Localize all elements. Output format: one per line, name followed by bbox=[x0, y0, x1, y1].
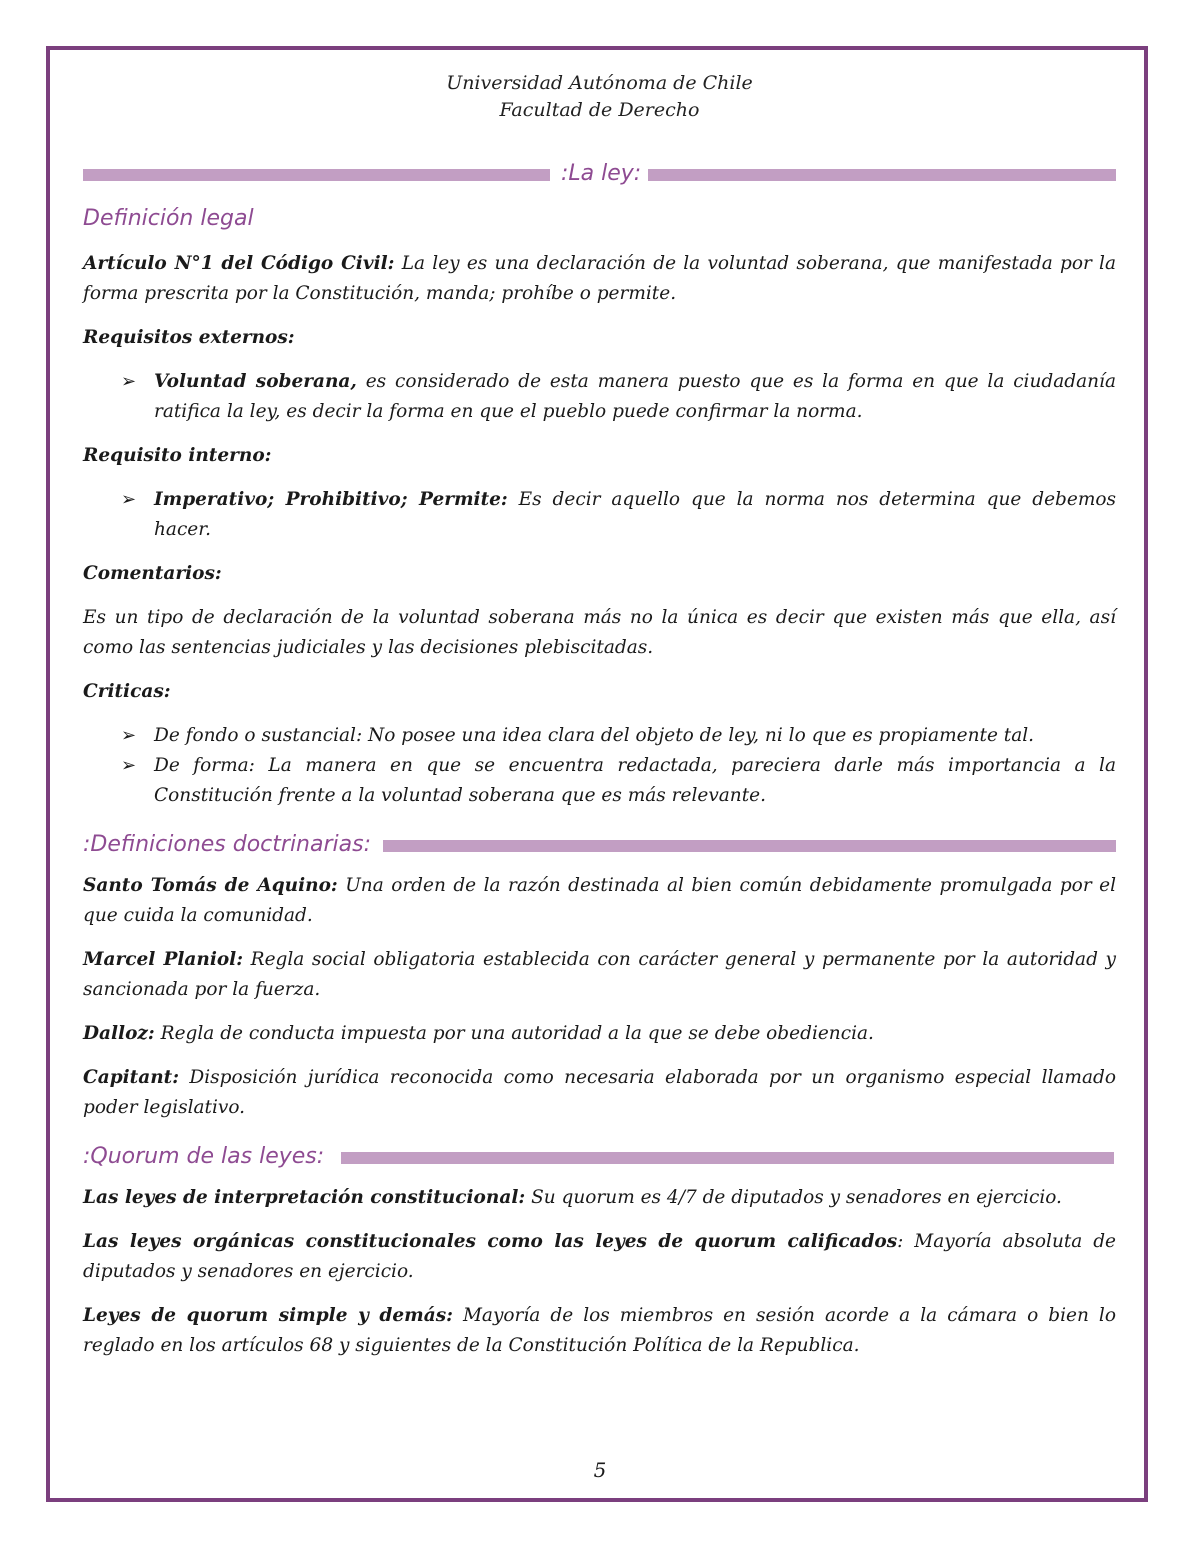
list-item bbox=[83, 485, 1116, 545]
faculty-name: Facultad de Derecho bbox=[499, 99, 700, 121]
quorum-paragraph bbox=[83, 1183, 1116, 1213]
doctrina-text: Regla social obligatoria establecida con carácter general y permanente por la autoridad y sancionada por la fuerza. bbox=[83, 949, 1116, 1000]
quorum-text: Su quorum es 4/7 de diputados y senadores en ejercicio. bbox=[525, 1187, 1062, 1208]
doctrina-text: Disposición jurídica reconocida como necesaria elaborada por un organismo especial llamado poder legislativo. bbox=[83, 1067, 1116, 1118]
comentarios-label bbox=[83, 559, 1116, 589]
quorum-paragraph bbox=[83, 1301, 1116, 1361]
section-bar-left bbox=[83, 169, 550, 181]
requisitos-externos-list bbox=[83, 367, 1116, 427]
arrow-bullet-icon: ➢ bbox=[121, 755, 137, 776]
arrow-bullet-icon: ➢ bbox=[121, 725, 137, 746]
articulo-paragraph bbox=[83, 249, 1116, 309]
document-header bbox=[83, 70, 1116, 124]
item-bold: Imperativo; Prohibitivo; Permite: bbox=[154, 489, 508, 510]
quorum-label: Las leyes de interpretación constitucional: bbox=[83, 1187, 526, 1208]
requisito-interno-list bbox=[83, 485, 1116, 545]
page-content bbox=[83, 70, 1116, 1375]
section-bar-right bbox=[648, 169, 1116, 181]
item-bold: Voluntad soberana, bbox=[154, 371, 357, 392]
requisitos-externos-heading: Requisitos externos: bbox=[83, 327, 295, 348]
quorum-label: Las leyes orgánicas constitucionales como las leyes de quorum calificados bbox=[83, 1231, 898, 1252]
doctrina-text: Regla de conducta impuesta por una autoridad a la que se debe obediencia. bbox=[154, 1023, 874, 1044]
quorum-paragraph bbox=[83, 1227, 1116, 1287]
list-item bbox=[83, 751, 1116, 811]
criticas-list bbox=[83, 721, 1116, 811]
list-item bbox=[83, 367, 1116, 427]
section-title-la-ley: :La ley: bbox=[561, 161, 642, 186]
doctrina-author: Santo Tomás de Aquino: bbox=[83, 875, 338, 896]
requisito-interno-label bbox=[83, 441, 1116, 471]
item-text: De fondo o sustancial: No posee una idea clara del objeto de ley, ni lo que es propiamente tal. bbox=[154, 725, 1035, 746]
list-item bbox=[83, 721, 1116, 751]
quorum-label: Leyes de quorum simple y demás: bbox=[83, 1305, 453, 1326]
criticas-label bbox=[83, 677, 1116, 707]
doctrina-paragraph bbox=[83, 871, 1116, 931]
section-quorum bbox=[83, 1137, 1116, 1177]
university-name: Universidad Autónoma de Chile bbox=[446, 72, 753, 94]
doctrina-author: Marcel Planiol: bbox=[83, 949, 244, 970]
articulo-text: La ley es una declaración de la voluntad soberana, que manifestada por la forma prescrita por la Constitución, manda; prohíbe o permite. bbox=[83, 253, 1116, 304]
section-la-ley bbox=[83, 154, 1116, 194]
articulo-label: Artículo N°1 del Código Civil: bbox=[83, 253, 395, 274]
item-text: De forma: La manera en que se encuentra redactada, pareciera darle más importancia a la Constitución frente a la voluntad soberana que es más relevante. bbox=[154, 755, 1116, 806]
doctrina-paragraph bbox=[83, 945, 1116, 1005]
item-text: es considerado de esta manera puesto que es la forma en que la ciudadanía ratifica la ley, es decir la forma en que el pueblo puede confirmar la norma. bbox=[154, 371, 1116, 422]
section-title-definiciones-doctrinarias: :Definiciones doctrinarias: bbox=[83, 832, 371, 857]
doctrina-author: Capitant: bbox=[83, 1067, 180, 1088]
section-bar-right bbox=[383, 840, 1116, 852]
doctrina-paragraph bbox=[83, 1063, 1116, 1123]
comentarios-heading: Comentarios: bbox=[83, 563, 222, 584]
section-definiciones-doctrinarias bbox=[83, 825, 1116, 865]
requisitos-externos-label bbox=[83, 323, 1116, 353]
doctrina-author: Dalloz: bbox=[83, 1023, 155, 1044]
item-text: Es decir aquello que la norma nos determina que debemos hacer. bbox=[154, 489, 1116, 540]
requisito-interno-heading: Requisito interno: bbox=[83, 445, 272, 466]
section-title-quorum: :Quorum de las leyes: bbox=[83, 1144, 325, 1169]
doctrina-text: Una orden de la razón destinada al bien común debidamente promulgada por el que cuida la comunidad. bbox=[83, 875, 1116, 926]
quorum-text: Mayoría de los miembros en sesión acorde a la cámara o bien lo reglado en los artículos 68 y siguientes de la Constitución Política de la Republica. bbox=[83, 1305, 1116, 1356]
arrow-bullet-icon: ➢ bbox=[121, 371, 137, 392]
quorum-text: : Mayoría absoluta de diputados y senadores en ejercicio. bbox=[83, 1231, 1116, 1282]
comentarios-text: Es un tipo de declaración de la voluntad soberana más no la única es decir que existen más que ella, así como las sentencias judiciales y las decisiones plebiscitadas. bbox=[83, 607, 1116, 658]
page-number: 5 bbox=[593, 1458, 607, 1482]
doctrina-paragraph bbox=[83, 1019, 1116, 1049]
subheading-definicion-legal: Definición legal bbox=[83, 206, 254, 231]
arrow-bullet-icon: ➢ bbox=[121, 489, 137, 510]
criticas-heading: Criticas: bbox=[83, 681, 171, 702]
section-bar-right bbox=[341, 1152, 1114, 1164]
